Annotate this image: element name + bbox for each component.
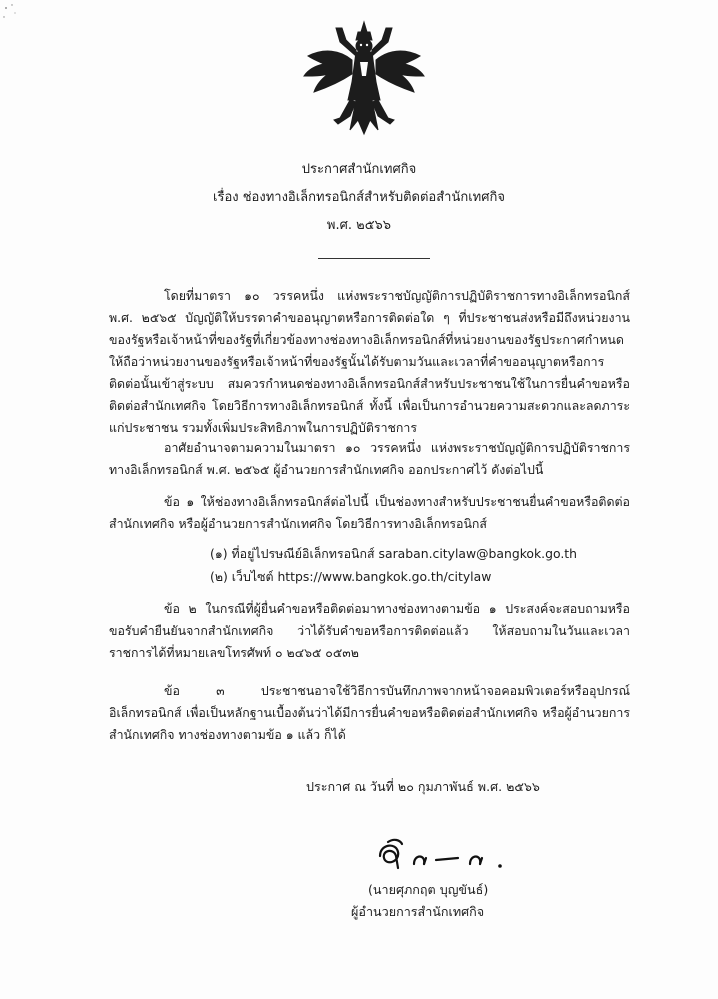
garuda-emblem-icon [300,20,428,138]
announcement-year: พ.ศ. ๒๕๖๖ [326,218,392,233]
clause-1-paragraph: ข้อ ๑ ให้ช่องทางอิเล็กทรอนิกส์ต่อไปนี้ เป็นช่องทางสำหรับประชาชนยื่นคำขอหรือติดต่อสำนักเทศกิจ หรือผู้อำนวยการสำนักเทศกิจ โดยวิธีการทางอิเล็กทรอนิกส์ [109,494,630,531]
announcement-subject: เรื่อง ช่องทางอิเล็กทรอนิกส์สำหรับติดต่อสำนักเทศกิจ [213,190,505,205]
clause-1-email-item: (๑) ที่อยู่ไปรษณีย์อิเล็กทรอนิกส์ saraban.citylaw@bangkok.go.th [210,546,577,561]
signer-title: ผู้อำนวยการสำนักเทศกิจ [351,904,485,919]
clause-3-paragraph: ข้อ ๓ ประชาชนอาจใช้วิธีการบันทึกภาพจากหน้าจอคอมพิวเตอร์หรืออุปกรณ์อิเล็กทรอนิกส์ เพื่อเป็นหลักฐานเบื้องต้นว่าได้มีการยื่นคำขอหรือติดต่อสำนักเทศกิจ หรือผู้อำนวยการสำนักเทศกิจ ทางช่องทางตามข้อ ๑ แล้ว ก็ได้ [109,683,630,742]
signer-name: (นายศุภกฤต บุญขันธ์) [368,882,489,897]
clause-2-paragraph: ข้อ ๒ ในกรณีที่ผู้ยื่นคำขอหรือติดต่อมาทางช่องทางตามข้อ ๑ ประสงค์จะสอบถามหรือขอรับคำยืนยันจากสำนักเทศกิจ ว่าได้รับคำขอหรือการติดต่อแล้ว ให้สอบถามในวันและเวลาราชการได้ที่หมายเลขโทรศัพท์ ๐ ๒๔๖๕ ๐๕๓๒ [109,601,630,660]
announcement-date: ประกาศ ณ วันที่ ๒๐ กุมภาพันธ์ พ.ศ. ๒๕๖๖ [306,779,540,794]
clause-1-website-item: (๒) เว็บไซต์ https://www.bangkok.go.th/citylaw [210,569,492,584]
announcement-title: ประกาศสำนักเทศกิจ [301,162,417,177]
handwritten-signature [374,836,522,874]
authority-paragraph: อาศัยอำนาจตามความในมาตรา ๑๐ วรรคหนึ่ง แห่งพระราชบัญญัติการปฏิบัติราชการทางอิเล็กทรอนิกส์ พ.ศ. ๒๕๖๕ ผู้อำนวยการสำนักเทศกิจ ออกประกาศไว้ ดังต่อไปนี้ [109,440,630,477]
scan-specks [0,0,30,30]
preamble-paragraph: โดยที่มาตรา ๑๐ วรรคหนึ่ง แห่งพระราชบัญญัติการปฏิบัติราชการทางอิเล็กทรอนิกส์ พ.ศ. ๒๕๖๕ บัญญัติให้บรรดาคำขออนุญาตหรือการติดต่อใด ๆ ที่ประชาชนส่งหรือมีถึงหน่วยงานของรัฐหรือเจ้าหน้าที่ของรัฐที่เกี่ยวข้องทางช่องทางอิเล็กทรอนิกส์ที่หน่วยงานของรัฐประกาศกำหนดให้ถือว่าหน่วยงานของรัฐหรือเจ้าหน้าที่ของรัฐนั้นได้รับตามวันและเวลาที่คำขออนุญาตหรือการติดต่อนั้นเข้าสู่ระบบ สมควรกำหนดช่องทางอิเล็กทรอนิกส์สำหรับประชาชนใช้ในการยื่นคำขอหรือติดต่อสำนักเทศกิจ โดยวิธีการทางอิเล็กทรอนิกส์ ทั้งนี้ เพื่อเป็นการอำนวยความสะดวกและลดภาระแก่ประชาชน รวมทั้งเพิ่มประสิทธิภาพในการปฏิบัติราชการ [109,288,630,435]
title-divider [318,258,430,259]
